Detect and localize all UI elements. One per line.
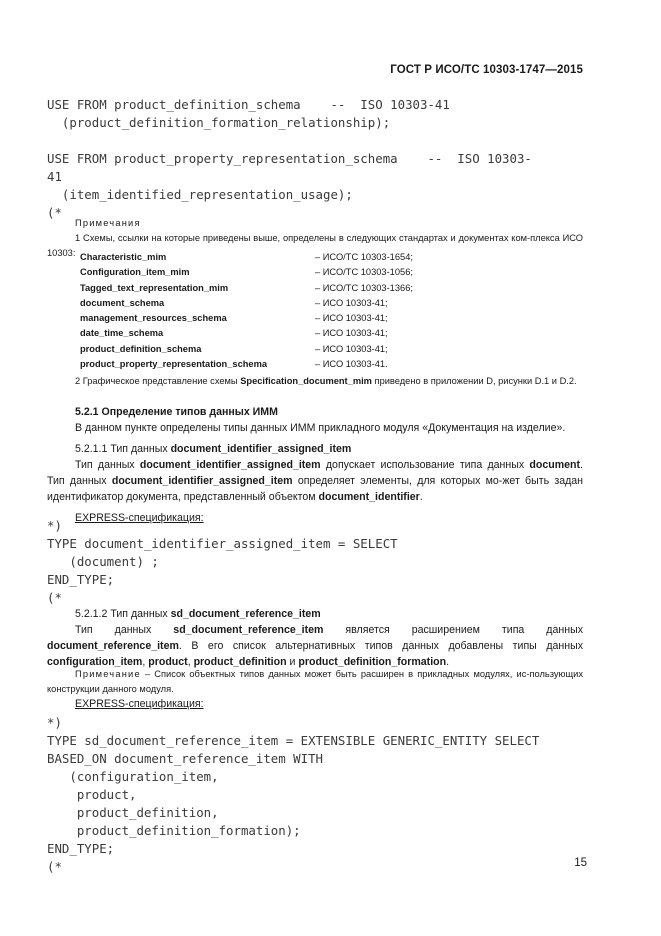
schema-row: Tagged_text_representation_mim – ИСО/ТС 10303-1366; bbox=[80, 282, 413, 293]
express-code-sd-document-reference: *) TYPE sd_document_reference_item = EXTENSIBLE GENERIC_ENTITY SELECT BASED_ON document_reference_item WITH (configuration_item, product, product_definition, product_definition_formation); END_TYPE; (* bbox=[47, 715, 540, 874]
schema-row: product_definition_schema – ИСО 10303-41; bbox=[80, 343, 388, 354]
express-spec-label: EXPRESS-спецификация: bbox=[75, 698, 204, 710]
document-header: ГОСТ Р ИСО/ТС 10303-1747—2015 bbox=[390, 64, 583, 76]
note-1: 1 Схемы, ссылки на которые приведены выше, определены в следующих стандартах и документах ком-плекса ИСО 10303: bbox=[47, 233, 583, 259]
section-paragraph: Тип данных document_identifier_assigned_item допускает использование типа данных document. Тип данных document_identifier_assigned_item определяет элементы, для которых мо-жет быть задан идентификатор документа, представленный объектом document_identifier. bbox=[47, 459, 584, 504]
express-code-document-identifier: *) TYPE document_identifier_assigned_item = SELECT (document) ; END_TYPE; (* bbox=[47, 518, 398, 605]
schema-reference-table bbox=[80, 252, 413, 374]
note-3: Примечание – Список объектных типов данных может быть расширен в прикладных модулях, ис-пользующих конструкции данного модуля. bbox=[47, 669, 583, 695]
note-2: 2 Графическое представление схемы Specification_document_mim приведено в приложении D, рисунки D.1 и D.2. bbox=[75, 376, 577, 386]
schema-row: date_time_schema – ИСО 10303-41; bbox=[80, 328, 388, 339]
schema-row: Configuration_item_mim – ИСО/ТС 10303-1056; bbox=[80, 267, 413, 278]
section-paragraph: В данном пункте определены типы данных ИММ прикладного модуля «Документация на изделие». bbox=[75, 422, 566, 435]
schema-row: management_resources_schema – ИСО 10303-41; bbox=[80, 313, 388, 324]
schema-row: document_schema – ИСО 10303-41; bbox=[80, 297, 388, 308]
section-heading: 5.2.1.1 Тип данных document_identifier_assigned_item bbox=[75, 443, 352, 455]
section-heading: 5.2.1 Определение типов данных ИММ bbox=[75, 406, 278, 418]
schema-row: Characteristic_mim – ИСО/ТС 10303-1654; bbox=[80, 252, 413, 262]
express-code-use-from: USE FROM product_definition_schema -- ISO 10303-41 (product_definition_formation_relationship); USE FROM product_property_representation_schema -- ISO 10303- 41 (item_identified_representation_usage); (* bbox=[47, 97, 532, 220]
section-heading: 5.2.1.2 Тип данных sd_document_reference_item bbox=[75, 608, 321, 620]
section-5-2-1 bbox=[47, 404, 583, 436]
express-spec-label: EXPRESS-спецификация: bbox=[75, 512, 204, 525]
section-5-2-1-2 bbox=[47, 606, 583, 670]
page-number: 15 bbox=[574, 857, 587, 869]
notes-title: Примечания bbox=[75, 218, 141, 228]
schema-row: product_property_representation_schema – ИСО 10303-41. bbox=[80, 359, 388, 370]
section-5-2-1-1 bbox=[47, 441, 583, 526]
section-paragraph: Тип данных sd_document_reference_item является расширением типа данных document_reference_item. В его список альтернативных типов данных добавлены типы данных configuration_item, product, product_definition и product_definition_formation. bbox=[47, 624, 583, 669]
